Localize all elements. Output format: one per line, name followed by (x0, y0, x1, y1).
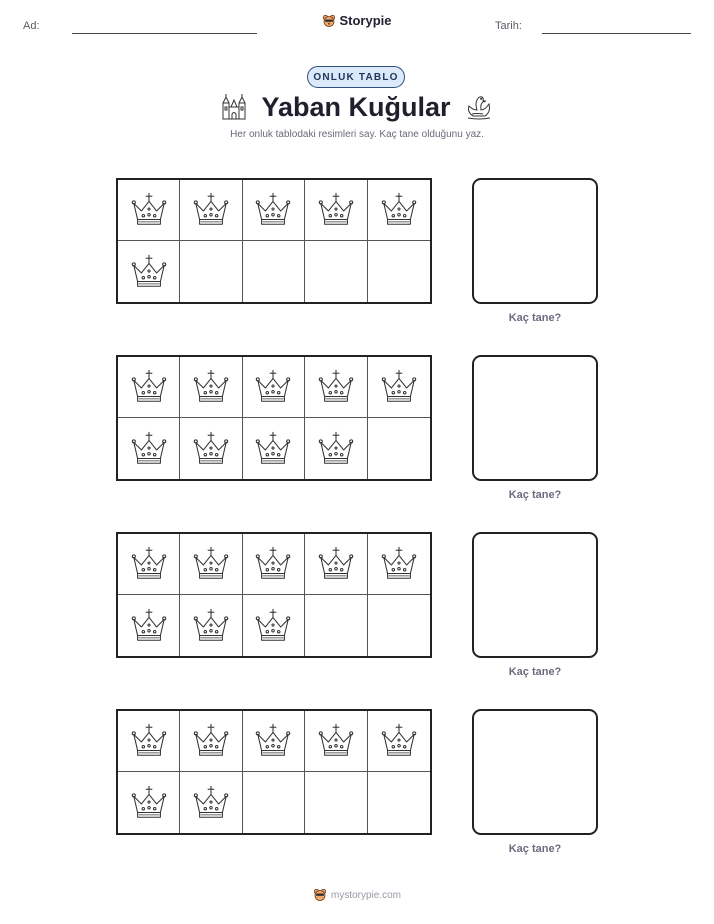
ten-frame-cell (243, 418, 305, 479)
crown-icon (130, 722, 168, 760)
answer-label-1: Kaç tane? (508, 312, 562, 324)
crown-icon (192, 607, 230, 645)
crown-icon (254, 607, 292, 645)
crown-icon (254, 191, 292, 229)
brand-logo (0, 13, 714, 33)
crown-icon (192, 368, 230, 406)
ten-frame-4 (116, 709, 432, 835)
castle-icon (219, 92, 249, 122)
ten-frame-cell (305, 711, 367, 772)
crown-icon (317, 191, 355, 229)
ten-frame-cell (368, 595, 430, 656)
ten-frame-cell (180, 772, 242, 833)
ten-frame-cell (368, 357, 430, 418)
ten-frame-cell (118, 595, 180, 656)
ten-frame-cell (305, 595, 367, 656)
answer-box-3[interactable] (472, 532, 598, 658)
crown-icon (130, 784, 168, 822)
ten-frame-cell (243, 711, 305, 772)
brand-name: Storypie (339, 13, 392, 28)
ten-frame-3 (116, 532, 432, 658)
page-title: Yaban Kuğular (261, 91, 451, 122)
ten-frame-cell (243, 772, 305, 833)
ten-frame-cell (368, 534, 430, 595)
swan-icon (463, 92, 495, 122)
ten-frame-cell (368, 711, 430, 772)
ten-frame-cell (368, 772, 430, 833)
ten-frame-cell (305, 418, 367, 479)
ten-frame-2 (116, 355, 432, 481)
crown-icon (130, 253, 168, 291)
ten-frame-cell (180, 711, 242, 772)
crown-icon (130, 368, 168, 406)
answer-box-4[interactable] (472, 709, 598, 835)
ten-frame-cell (180, 595, 242, 656)
crown-icon (380, 545, 418, 583)
date-label: Tarih: (495, 20, 522, 32)
crown-icon (130, 607, 168, 645)
ten-frame-cell (180, 418, 242, 479)
bear-logo-icon (322, 14, 336, 28)
footer (0, 888, 714, 907)
ten-frame-cell (368, 418, 430, 479)
ten-frame-cell (368, 180, 430, 241)
ten-frame-cell (180, 357, 242, 418)
name-label: Ad: (23, 20, 40, 32)
ten-frame-cell (243, 180, 305, 241)
worksheet-badge: ONLUK TABLO (307, 66, 405, 88)
ten-frame-cell (305, 534, 367, 595)
ten-frame-cell (305, 772, 367, 833)
crown-icon (380, 368, 418, 406)
crown-icon (317, 722, 355, 760)
date-line[interactable] (542, 33, 691, 34)
title-row (0, 86, 714, 128)
crown-icon (317, 430, 355, 468)
crown-icon (192, 430, 230, 468)
ten-frame-cell (368, 241, 430, 302)
ten-frame-cell (118, 241, 180, 302)
ten-frame-cell (305, 241, 367, 302)
crown-icon (192, 784, 230, 822)
ten-frame-cell (243, 595, 305, 656)
answer-label-3: Kaç tane? (508, 666, 562, 678)
crown-icon (130, 191, 168, 229)
ten-frame-cell (243, 241, 305, 302)
crown-icon (192, 191, 230, 229)
ten-frame-cell (305, 180, 367, 241)
crown-icon (254, 430, 292, 468)
crown-icon (380, 191, 418, 229)
ten-frame-cell (118, 357, 180, 418)
ten-frame-cell (243, 534, 305, 595)
crown-icon (317, 368, 355, 406)
ten-frame-cell (180, 241, 242, 302)
answer-label-2: Kaç tane? (508, 489, 562, 501)
crown-icon (130, 430, 168, 468)
crown-icon (317, 545, 355, 583)
ten-frame-cell (118, 418, 180, 479)
name-line[interactable] (72, 33, 257, 34)
ten-frame-cell (243, 357, 305, 418)
answer-box-2[interactable] (472, 355, 598, 481)
crown-icon (254, 545, 292, 583)
ten-frame-1 (116, 178, 432, 304)
ten-frame-cell (305, 357, 367, 418)
ten-frame-cell (180, 180, 242, 241)
footer-bear-icon (313, 888, 327, 902)
crown-icon (192, 722, 230, 760)
crown-icon (192, 545, 230, 583)
footer-url: mystorypie.com (330, 889, 401, 901)
ten-frame-cell (118, 711, 180, 772)
crown-icon (254, 722, 292, 760)
crown-icon (254, 368, 292, 406)
answer-label-4: Kaç tane? (508, 843, 562, 855)
crown-icon (130, 545, 168, 583)
ten-frame-cell (118, 534, 180, 595)
instructions: Her onluk tablodaki resimleri say. Kaç tane olduğunu yaz. (230, 129, 484, 140)
ten-frame-cell (118, 180, 180, 241)
crown-icon (380, 722, 418, 760)
ten-frame-cell (180, 534, 242, 595)
answer-box-1[interactable] (472, 178, 598, 304)
ten-frame-cell (118, 772, 180, 833)
